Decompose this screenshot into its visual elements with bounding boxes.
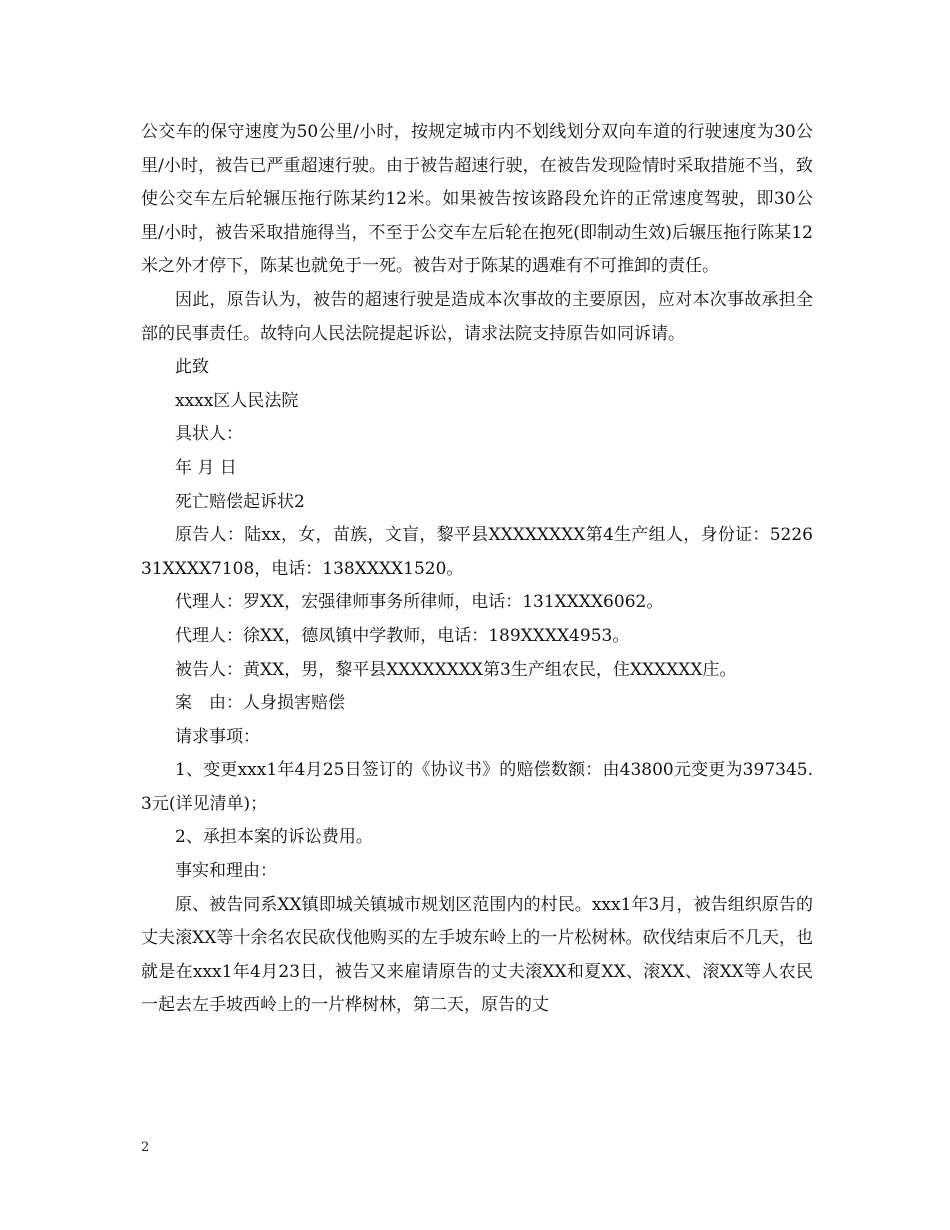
paragraph-1: 公交车的保守速度为50公里/小时，按规定城市内不划线划分双向车道的行驶速度为30公里/小时，被告已严重超速行驶。由于被告超速行驶，在被告发现险情时采取措施不当，致使公交车左后轮辗压拖行陈某约12米。如果被告按该路段允许的正常速度驾驶，即30公里/小时，被告采取措施得当，不至于公交车左后轮在抱死(即制动生效)后辗压拖行陈某12米之外才停下，陈某也就免于一死。被告对于陈某的遇难有不可推卸的责任。 <box>141 122 813 277</box>
paragraph-2: 因此，原告认为，被告的超速行驶是造成本次事故的主要原因，应对本次事故承担全部的民事责任。故特向人民法院提起诉讼，请求法院支持原告如同诉请。 <box>141 289 813 344</box>
paragraph-12: 案 由：人身损害赔偿 <box>175 693 345 714</box>
paragraph-15: 2、承担本案的诉讼费用。 <box>175 827 373 848</box>
paragraph-16: 事实和理由： <box>175 861 277 882</box>
paragraph-3: 此致 <box>175 357 209 378</box>
paragraph-10: 代理人：徐XX，德凤镇中学教师，电话：189XXXX4953。 <box>175 625 630 646</box>
paragraph-6: 年 月 日 <box>175 457 237 478</box>
paragraph-17: 原、被告同系XX镇即城关镇城市规划区范围内的村民。xxx1年3月，被告组织原告的丈夫滚XX等十余名农民砍伐他购买的左手坡东岭上的一片松树林。砍伐结束后不几天，也就是在xxx1年4月23日，被告又来雇请原告的丈夫滚XX和夏XX、滚XX、滚XX等人农民一起去左手坡西岭上的一片桦树林，第二天，原告的丈 <box>141 894 813 1016</box>
paragraph-7: 死亡赔偿起诉状2 <box>175 491 305 512</box>
paragraph-14: 1、变更xxx1年4月25日签订的《协议书》的赔偿数额：由43800元变更为397345.3元(详见清单)； <box>141 760 813 814</box>
paragraph-13: 请求事项： <box>175 726 260 747</box>
paragraph-9: 代理人：罗XX，宏强律师事务所律师，电话：131XXXX6062。 <box>175 592 664 613</box>
page-number: 2 <box>141 1140 150 1155</box>
document-body <box>141 116 813 1023</box>
paragraph-11: 被告人：黄XX，男，黎平县XXXXXXXX第3生产组农民，住XXXXXX庄。 <box>175 659 737 680</box>
paragraph-4: xxxx区人民法院 <box>175 390 299 411</box>
paragraph-8: 原告人：陆xx，女，苗族，文盲，黎平县XXXXXXXX第4生产组人，身份证：522631XXXX7108，电话：138XXXX1520。 <box>141 525 813 579</box>
paragraph-5: 具状人： <box>175 424 243 445</box>
